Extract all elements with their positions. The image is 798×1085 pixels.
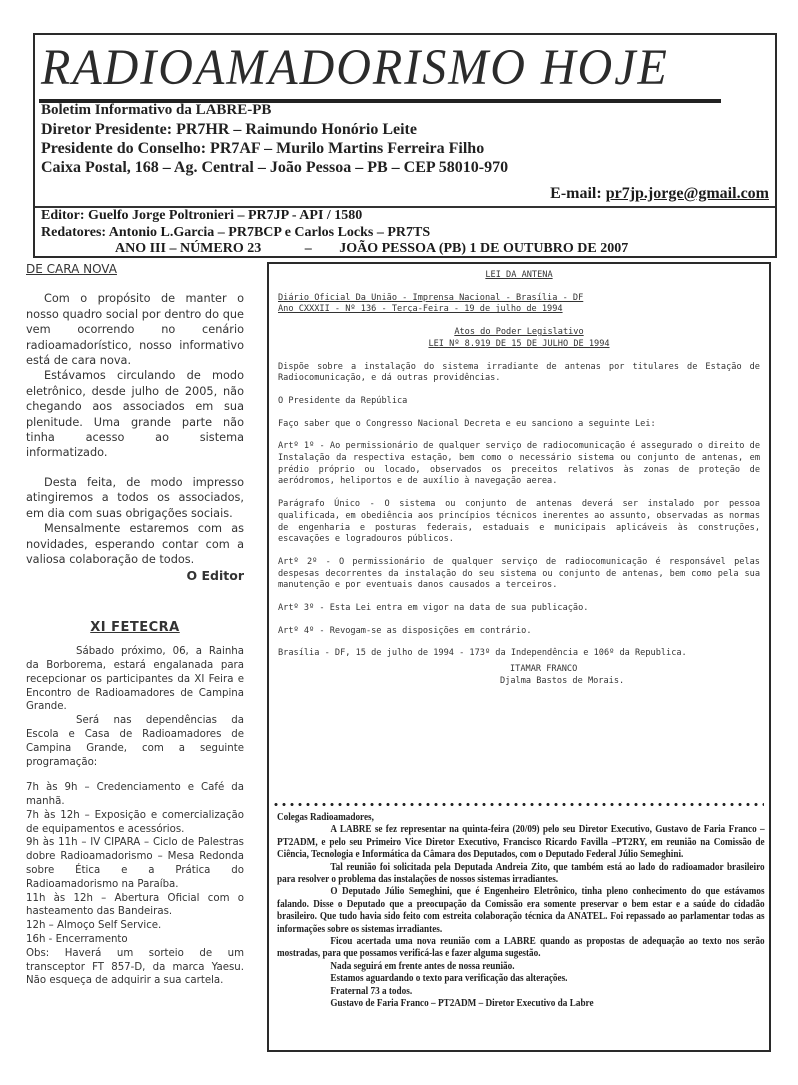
fetecra-article <box>26 645 244 988</box>
council-president: Presidente do Conselho: PR7AF – Murilo Martins Ferreira Filho <box>41 140 485 157</box>
law-paragraph: Dispõe sobre a instalação do sistema irradiante de antenas por titulares de Estação de Radiocomunicação, e dá outras providências. <box>278 361 760 384</box>
schedule-item: 11h às 12h – Abertura Oficial com o hasteamento das Bandeiras. <box>26 892 244 918</box>
masthead-info <box>41 101 508 177</box>
letter-signature: Gustavo de Faria Franco – PT2ADM – Diretor Executivo da Labre <box>330 998 594 1010</box>
article-paragraph: Desta feita, de modo impresso atingiremos a todos os associados, em dia com suas obrigações sociais. <box>26 475 244 520</box>
issue-separator: – <box>304 241 312 256</box>
law-paragraph: Brasília - DF, 15 de julho de 1994 - 173º da Independência e 106º da Republica. <box>278 648 687 659</box>
law-article: Parágrafo Único - O sistema ou conjunto de antenas deverá ser instalado por pessoa qualificada, em obediência aos princípios técnicos inerentes ao assunto, observadas as normas de engenharia e posturas federais, estaduais e municipais aplicáveis às construções, escavações e logradouros públicos. <box>278 499 760 545</box>
email-link[interactable]: pr7jp.jorge@gmail.com <box>605 185 769 202</box>
letter-paragraph: O Deputado Júlio Semeghini, que é Engenheiro Eletrônico, tinha pleno conhecimento do que estávamos falando. Disse o Deputado que a preocupação da Comissão era somente preservar o bem estar e a saúde do cidadão brasileiro. Que tudo havia sido feito com estreita colaboração técnica da ANATEL. Foi repassado ao parlamentar todas as informações sobre os sistemas irradiantes. <box>277 886 765 935</box>
law-source-line: Ano CXXXII - Nº 136 - Terça-Feira - 19 de julho de 1994 <box>278 304 563 315</box>
dotted-divider <box>272 802 764 807</box>
article-paragraph: Com o propósito de manter o nosso quadro social por dentro do que vem ocorrendo no cenário radioamadorístico, nosso informativo está de cara nova. <box>26 292 244 368</box>
editor-line: Editor: Guelfo Jorge Poltronieri – PR7JP - API / 1580 <box>41 208 363 223</box>
issue-number: ANO III – NÚMERO 23 <box>115 241 262 256</box>
labre-letter <box>277 812 765 1011</box>
schedule-note: Obs: Haverá um sorteio de um transceptor FT 857-D, da marca Yaesu. Não esqueça de adquirir a sua cartela. <box>26 947 244 987</box>
article-paragraph: Mensalmente estaremos com as novidades, esperando contar com a valiosa colaboração de todos. <box>26 522 244 566</box>
law-text <box>278 270 760 688</box>
article-paragraph: Estávamos circulando de modo eletrônico, desde julho de 2005, não chegando aos associados em sua plenitude. Uma grande parte não tinha acesso ao sistema informatizado. <box>26 369 244 460</box>
letter-closing-line: Nada seguirá em frente antes de nossa reunião. <box>330 960 515 972</box>
director-president: Diretor Presidente: PR7HR – Raimundo Honório Leite <box>41 121 417 138</box>
email-row <box>550 185 769 203</box>
letter-closing-line: Fraternal 73 a todos. <box>330 985 413 997</box>
editor-signoff: O Editor <box>186 568 244 584</box>
redatores-line: Redatores: Antonio L.Garcia – PR7BCP e Carlos Locks – PR7TS <box>41 225 431 240</box>
schedule-item: 16h - Encerramento <box>26 934 128 946</box>
letter-paragraph: Tal reunião foi solicitada pela Deputada Andreia Zito, que também está ao lado do radioamador brasileiro para resolver o problema das instalações de nossos sistemas irradiantes. <box>277 861 765 886</box>
letter-paragraph: A LABRE se fez representar na quinta-feira (20/09) pelo seu Diretor Executivo, Gustavo de Faria Franco – PT2ADM, e pelo seu Primeiro Vice Diretor Executivo, Francisco Ricardo Favilla –PT2RY, em reunião na Comissão de Ciência, Tecnologia e Informática da Câmara dos Deputados, com o Deputado Federal Júlio Semeghini. <box>277 824 765 861</box>
schedule-item: 9h às 11h – IV CIPARA – Ciclo de Palestras dobre Radioamadorismo – Mesa Redonda sobre Ética e a Prática do Radioamadorismo na Paraíba. <box>26 837 244 890</box>
article-paragraph: Sábado próximo, 06, a Rainha da Borborema, estará engalanada para recepcionar os participantes da XI Feira e Encontro de Radioamadores de Campina Grande. <box>26 646 244 713</box>
newsletter-title: RADIOAMADORISMO HOJE <box>41 39 669 96</box>
schedule-item: 7h às 12h – Exposição e comercialização de equipamentos e acessórios. <box>26 809 244 835</box>
law-source-line: Diário Oficial Da União - Imprensa Nacional - Brasília - DF <box>278 292 584 303</box>
law-article: Artº 2º - O permissionário de qualquer serviço de radiocomunicação é responsável pelas despesas decorrentes da instalação do seu sistema ou conjunto de antenas, bem como pela sua manutenção e por eventuais danos causados a terceiros. <box>278 556 760 591</box>
editors-block <box>41 207 430 241</box>
law-heading: LEI DA ANTENA <box>485 270 553 280</box>
letter-greeting: Colegas Radioamadores, <box>277 812 374 823</box>
issue-row <box>115 241 628 257</box>
letter-paragraph: Ficou acertada uma nova reunião com a LABRE quando as propostas de adequação ao texto nos serão mostradas, para que possamos verificá-las e fazer alguma sugestão. <box>277 936 765 960</box>
law-number: LEI Nº 8.919 DE 15 DE JULHO DE 1994 <box>428 338 610 349</box>
issue-date: JOÃO PESSOA (PB) 1 DE OUTUBRO DE 2007 <box>339 241 629 256</box>
law-act-line: Atos do Poder Legislativo <box>454 327 584 338</box>
law-paragraph: O Presidente da República <box>278 395 408 406</box>
law-article: Artº 1º - Ao permissionário de qualquer serviço de radiocomunicação é assegurado o direito de Instalação da respectiva estação, bem como o necessário sistema ou conjunto de antenas, em prédio próprio ou locado, observados os preceitos relativos às zonas de proteção de aeródromos, heliportos e de auxílio à navegação aerea. <box>278 441 760 487</box>
law-article: Artº 4º - Revogam-se as disposições em contrário. <box>278 625 532 636</box>
bulletin-subtitle: Boletim Informativo da LABRE-PB <box>41 102 272 118</box>
article-paragraph: Será nas dependências da Escola e Casa de Radioamadores de Campina Grande, com a seguinte programação: <box>26 715 244 768</box>
left-column <box>26 262 244 988</box>
schedule-list <box>26 781 244 988</box>
cara-nova-heading: DE CARA NOVA <box>26 262 117 276</box>
masthead <box>33 33 777 258</box>
law-signature: ITAMAR FRANCO <box>510 664 578 675</box>
law-article: Artº 3º - Esta Lei entra em vigor na data de sua publicação. <box>278 603 589 614</box>
law-signature: Djalma Bastos de Morais. <box>500 675 625 686</box>
schedule-item: 7h às 9h – Credenciamento e Café da manhã. <box>26 782 244 808</box>
letter-closing-line: Estamos aguardando o texto para verificação das alterações. <box>330 973 568 985</box>
fetecra-heading: XI FETECRA <box>90 619 180 635</box>
postal-address: Caixa Postal, 168 – Ag. Central – João Pessoa – PB – CEP 58010-970 <box>41 159 509 176</box>
law-paragraph: Faço saber que o Congresso Nacional Decreta e eu sanciono a seguinte Lei: <box>278 418 656 429</box>
email-label: E-mail: <box>550 185 602 202</box>
schedule-item: 12h – Almoço Self Service. <box>26 920 162 932</box>
law-box <box>267 262 771 1052</box>
